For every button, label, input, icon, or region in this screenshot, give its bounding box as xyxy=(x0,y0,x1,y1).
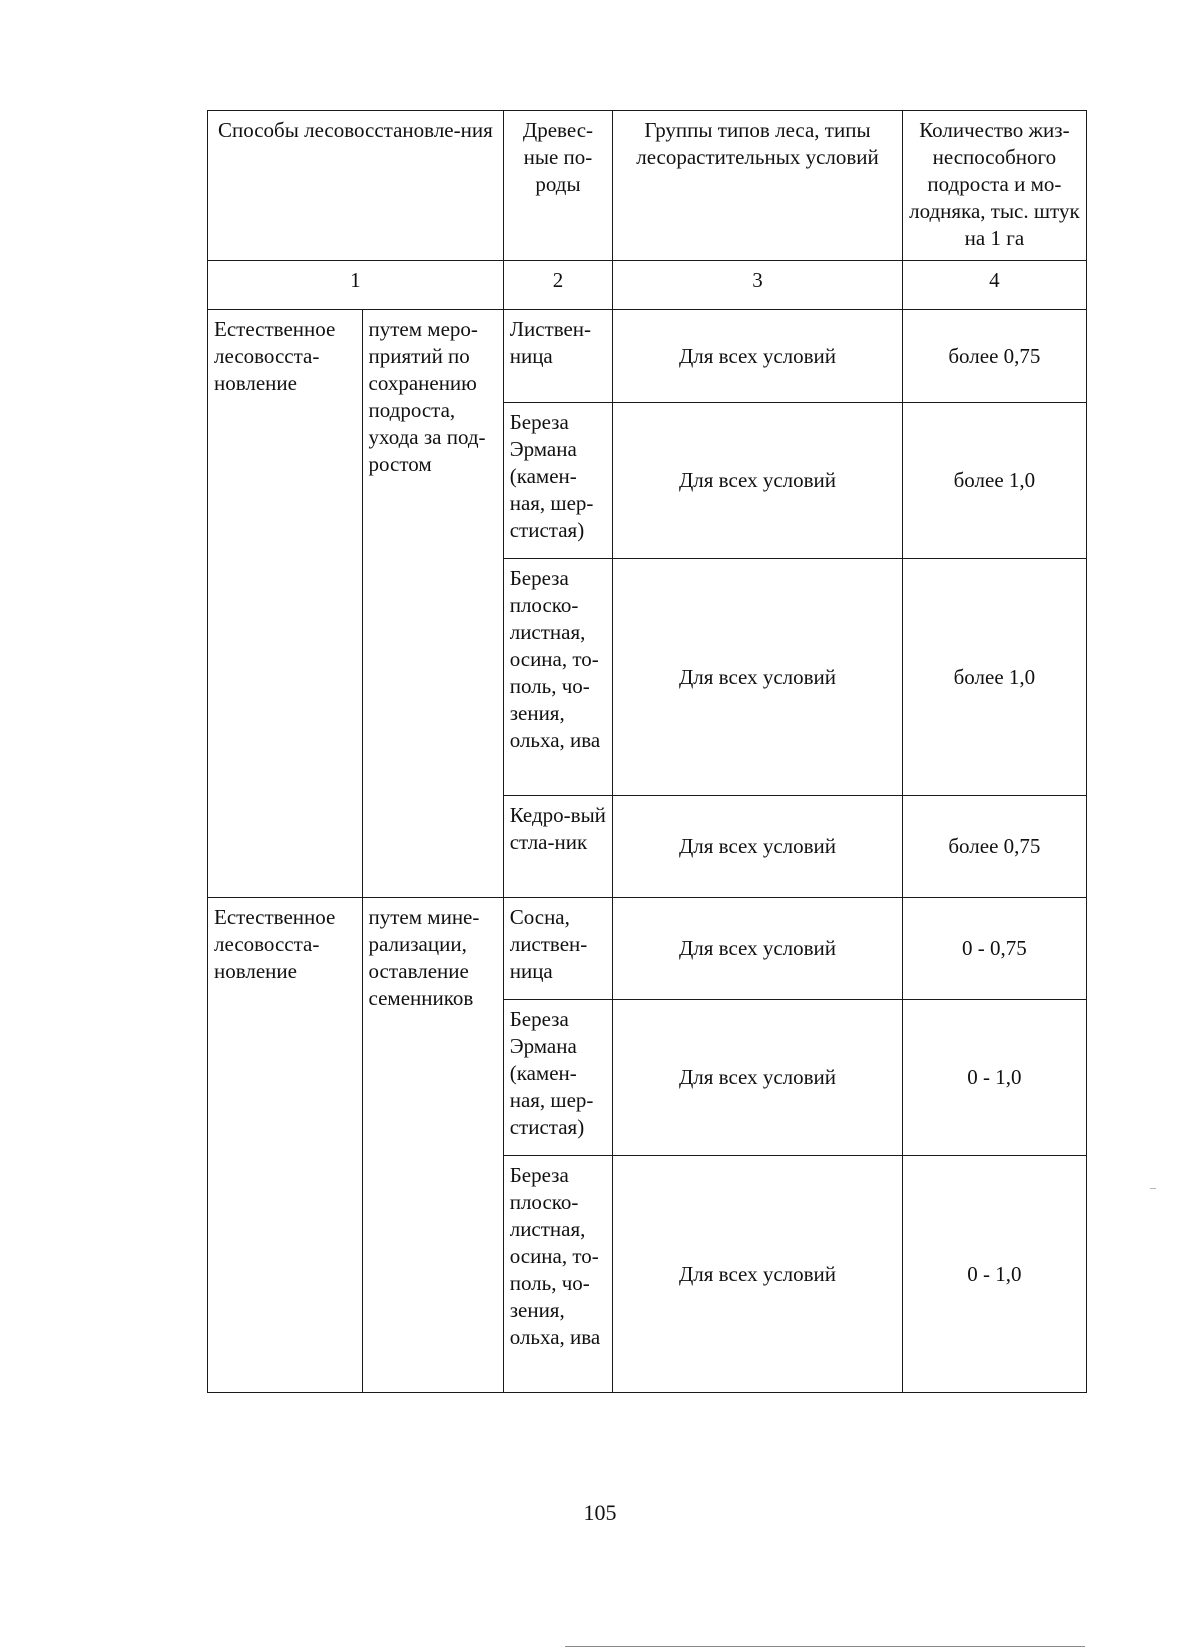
conditions-cell: Для всех условий xyxy=(613,403,903,559)
quantity-cell: более 1,0 xyxy=(902,559,1086,796)
submethod-cell: путем меро-приятий по сохранению подроста, ухода за под-ростом xyxy=(362,310,503,898)
quantity-cell: более 0,75 xyxy=(902,796,1086,898)
species-cell: Листвен-ница xyxy=(503,310,612,403)
header-forest-types: Группы типов леса, типы лесорастительных условий xyxy=(613,111,903,261)
species-cell: Береза плоско-листная, осина, то-поль, чо-зения, ольха, ива xyxy=(503,1156,612,1393)
species-cell: Сосна, листвен-ница xyxy=(503,898,612,1000)
quantity-cell: 0 - 1,0 xyxy=(902,1156,1086,1393)
scan-artifact-mark xyxy=(1150,1188,1156,1189)
quantity-cell: более 1,0 xyxy=(902,403,1086,559)
quantity-cell: более 0,75 xyxy=(902,310,1086,403)
header-methods: Способы лесовосстановле-ния xyxy=(208,111,504,261)
column-number-2: 2 xyxy=(503,261,612,310)
quantity-cell: 0 - 1,0 xyxy=(902,1000,1086,1156)
method-cell: Естественное лесовосста-новление xyxy=(208,310,363,898)
species-cell: Береза Эрмана (камен-ная, шер-стистая) xyxy=(503,403,612,559)
species-cell: Береза плоско-листная, осина, то-поль, чо-зения, ольха, ива xyxy=(503,559,612,796)
conditions-cell: Для всех условий xyxy=(613,796,903,898)
column-number-3: 3 xyxy=(613,261,903,310)
conditions-cell: Для всех условий xyxy=(613,898,903,1000)
table-row xyxy=(208,898,1087,1000)
table-row xyxy=(208,310,1087,403)
header-row xyxy=(208,111,1087,261)
conditions-cell: Для всех условий xyxy=(613,1000,903,1156)
column-number-1: 1 xyxy=(208,261,504,310)
species-cell: Кедро-вый стла-ник xyxy=(503,796,612,898)
column-number-4: 4 xyxy=(902,261,1086,310)
conditions-cell: Для всех условий xyxy=(613,559,903,796)
header-species: Древес-ные по-роды xyxy=(503,111,612,261)
page-number: 105 xyxy=(583,1500,617,1525)
forest-restoration-table xyxy=(207,110,1087,1393)
species-cell: Береза Эрмана (камен-ная, шер-стистая) xyxy=(503,1000,612,1156)
header-quantity: Количество жиз-неспособного подроста и мо-лодняка, тыс. штук на 1 га xyxy=(902,111,1086,261)
quantity-cell: 0 - 0,75 xyxy=(902,898,1086,1000)
conditions-cell: Для всех условий xyxy=(613,310,903,403)
column-number-row xyxy=(208,261,1087,310)
footer-rule xyxy=(565,1646,1085,1647)
submethod-cell: путем мине-рализации, оставление семенников xyxy=(362,898,503,1393)
method-cell: Естественное лесовосста-новление xyxy=(208,898,363,1393)
conditions-cell: Для всех условий xyxy=(613,1156,903,1393)
